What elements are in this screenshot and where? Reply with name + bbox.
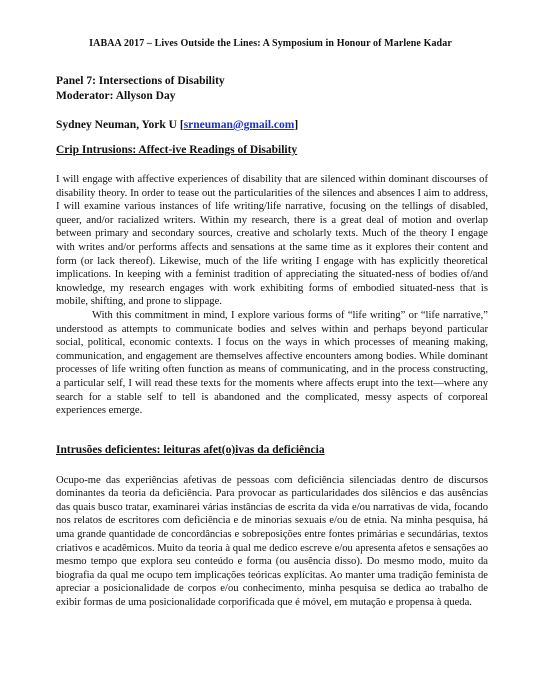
english-paragraph-2: With this commitment in mind, I explore various forms of “life writing” or “life narrative,” understood as attempts to communicate bodies and selves within and perhaps beyond particular social, political, economic contexts. I focus on the ways in which processes of meaning making, communication, and engagement are themselves affective encounters among bodies. While dominant processes of life writing often function as means of communicating, and in the process constructing, a particular self, I will read these texts for the moments where affects erupt into the text—where any search for a stable self to tell is abandoned and the complicated, messy aspects of corporeal experiences emerge. [56,309,488,417]
portuguese-paragraph-1: Ocupo-me das experiências afetivas de pessoas com deficiência silenciadas dentro de discursos dominantes da teoria da deficiência. Para provocar as particularidades dos silêncios e das ausências das quais busco tratar, examinarei várias instâncias de escrita da vida e/ou narrativas de vida, focando nos relatos de escritores com deficiência e de minorias sexuais e/ou de etnia. Na minha pesquisa, há uma grande quantidade de concordâncias e sobreposições entre fontes primárias e secundárias, textos criativos e acadêmicos. Muito da teoria à qual me dedico escreve e/ou apresenta afetos e sensações ao mesmo tempo que explora seu conteúdo e forma (ou ausência disso). Do mesmo modo, muito da biografia da qual me ocupo tem implicações teóricas explícitas. Ao manter uma tradição feminista de apreciar a posicionalidade de corpos e/ou conhecimento, minha pesquisa se dedica ao trabalho de exibir formas de uma posicionalidade corporificada que é móvel, em mutação e propensa à queda. [56,474,488,609]
panel-heading: Panel 7: Intersections of Disability [56,75,225,87]
author-suffix: ] [294,119,299,131]
author-email-link[interactable]: srneuman@gmail.com [183,119,295,131]
portuguese-abstract-title: Intrusões deficientes: leituras afet(o)ivas da deficiência [56,443,325,456]
author-name: Sydney Neuman, York U [ [56,119,184,131]
english-paragraph-1: I will engage with affective experiences of disability that are silenced within dominant discourses of disability theory. In order to tease out the particularities of the silences and absences I aim to address, I will examine various instances of life writing/life narrative, focusing on the tellings of disabled, queer, and/or racialized writers. Within my research, there is a great deal of motion and overlap between primary and secondary sources, creative and scholarly texts. Much of the theory I engage with writes and/or performs affects and sensations at the same time as it explores their content and form (or lack thereof). Likewise, much of the life writing I engage with has explicitly theoretical implications. In keeping with a feminist tradition of appreciating the situated-ness of bodies of/and knowledge, my research engages with work exhibiting forms of embodied situated-ness that is mobile, shifting, and prone to slippage. [56,174,488,308]
english-abstract-title: Crip Intrusions: Affect-ive Readings of Disability [56,144,298,156]
author-line [56,119,488,131]
moderator-line: Moderator: Allyson Day [56,90,176,102]
running-header: IABAA 2017 – Lives Outside the Lines: A Symposium in Honour of Marlene Kadar [89,38,452,49]
document-content [56,74,488,610]
